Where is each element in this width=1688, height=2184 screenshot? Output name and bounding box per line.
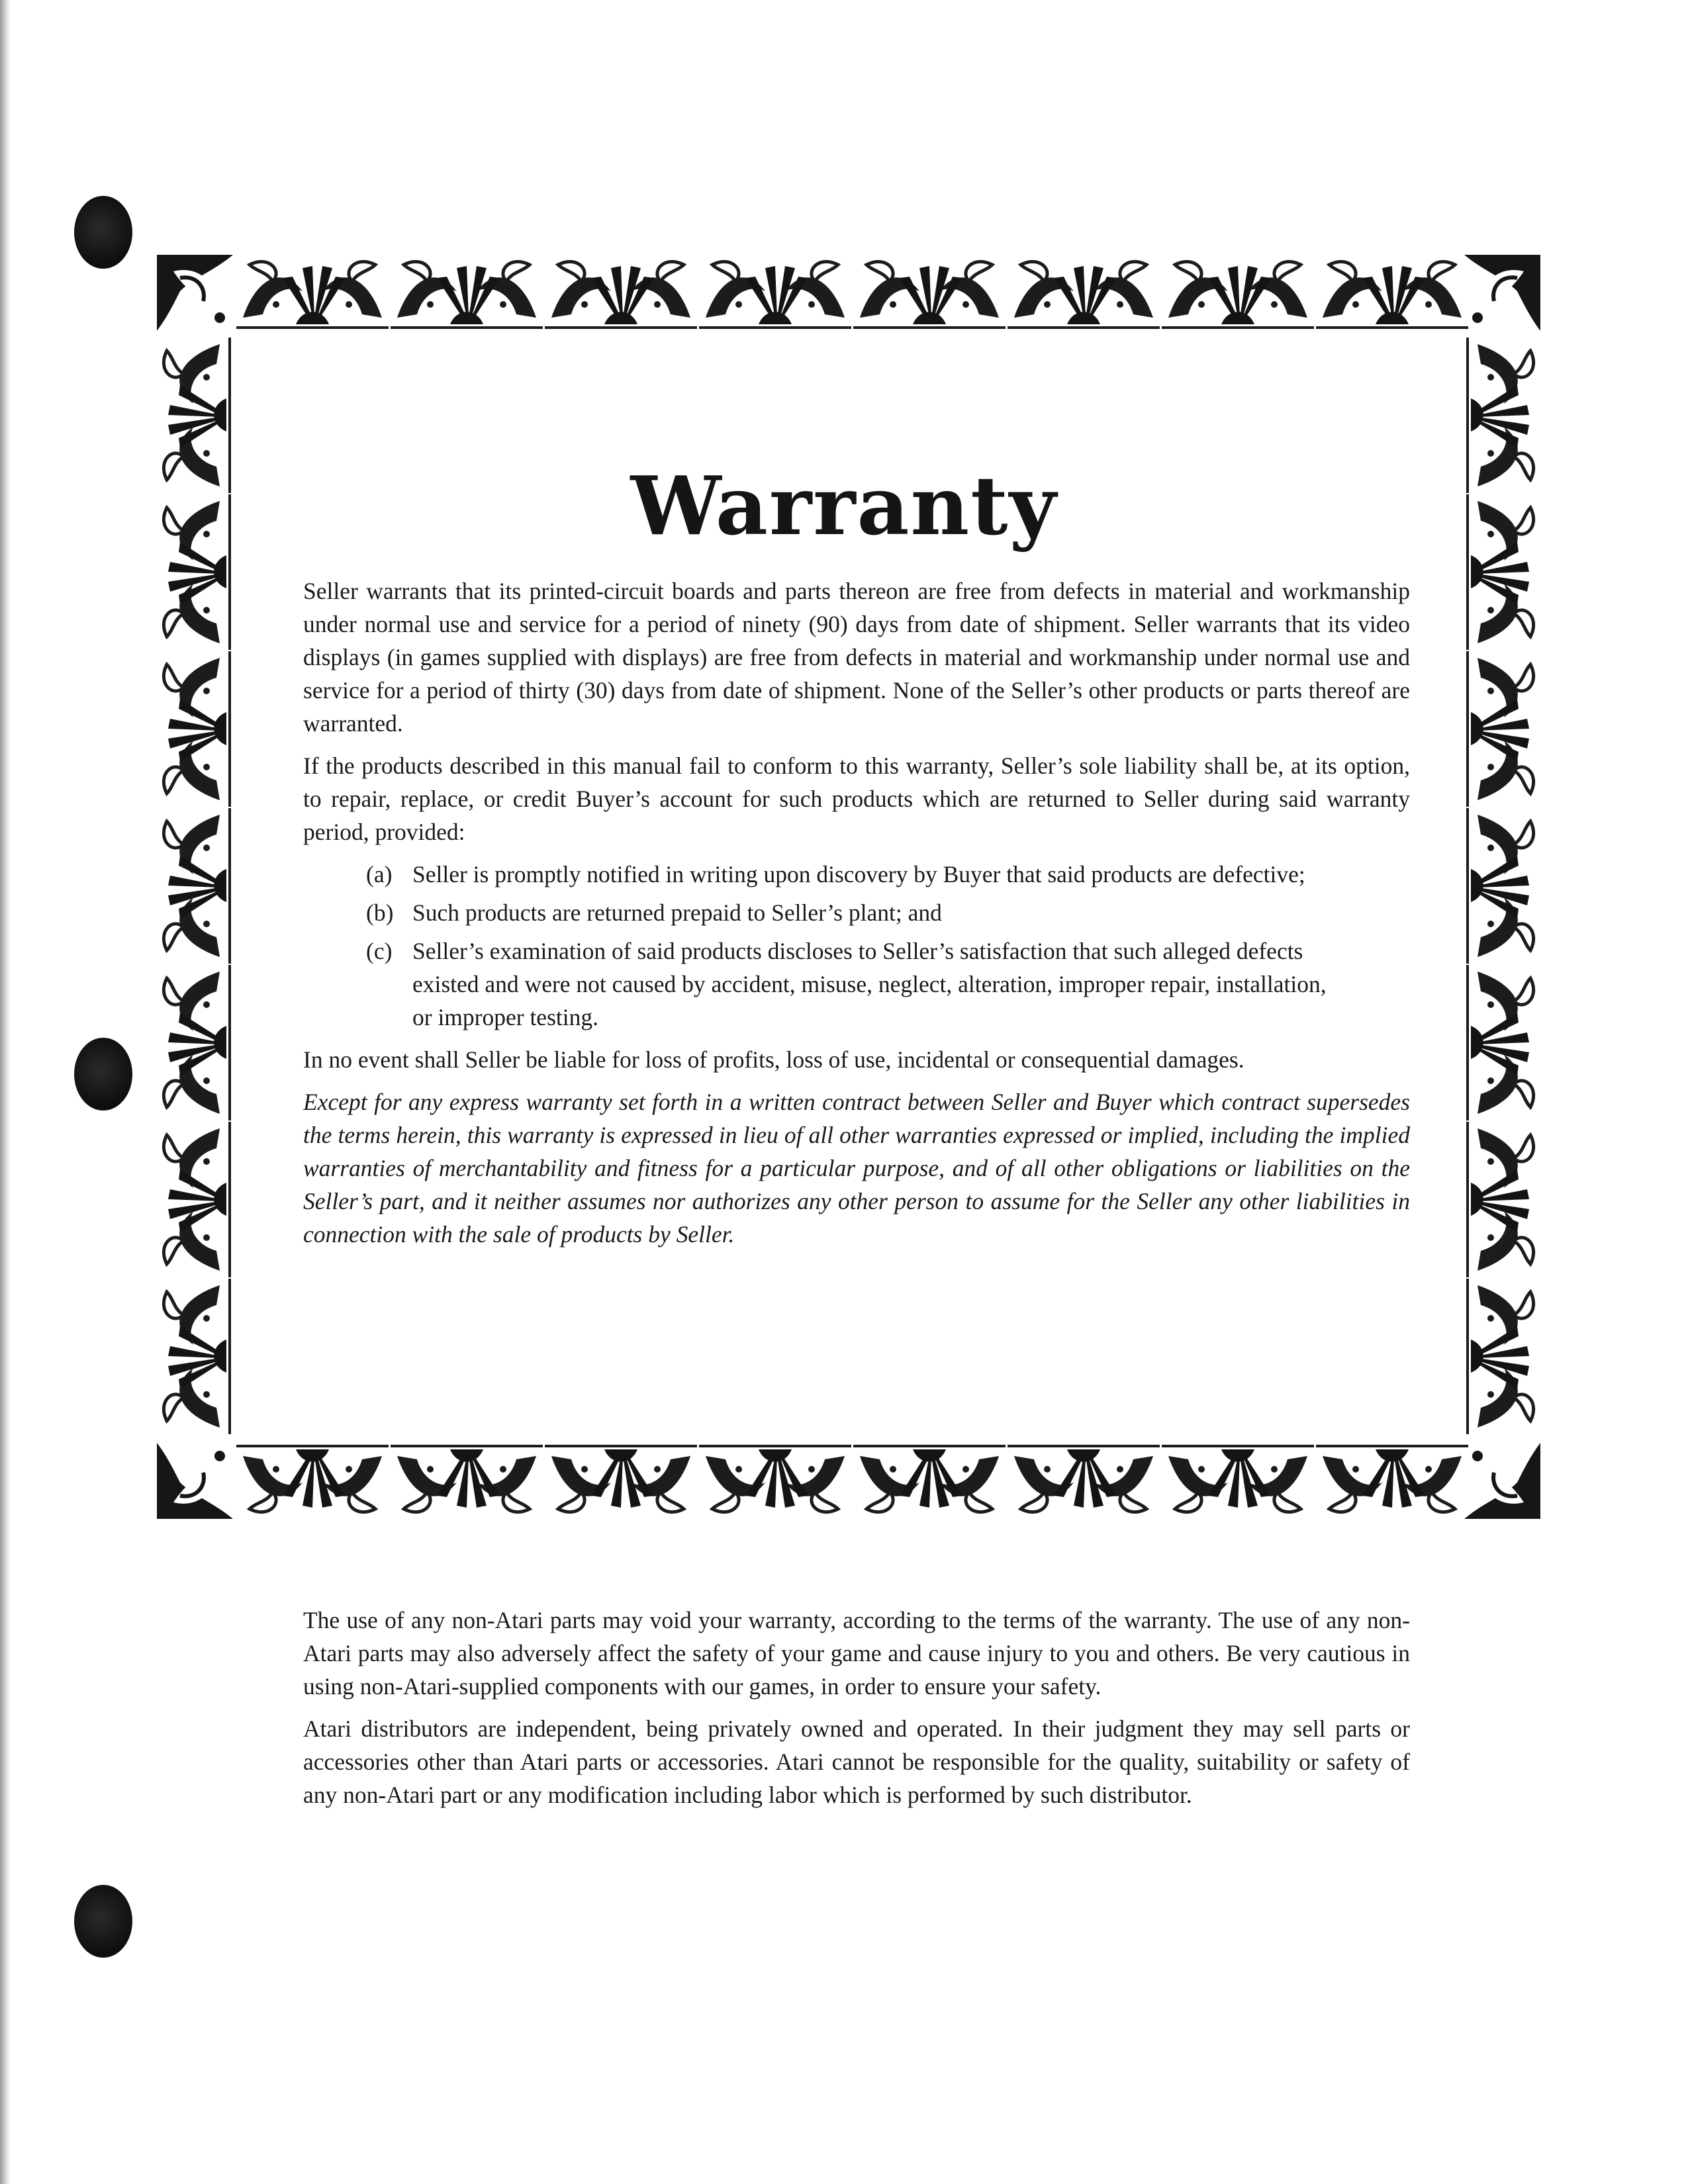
punch-hole-bottom: [74, 1885, 132, 1958]
punch-hole-top: [74, 196, 132, 269]
non-atari-parts-notice: [303, 1604, 1410, 1821]
liability-paragraph: In no event shall Seller be liable for loss of profits, loss of use, incidental or consequential damages.: [303, 1046, 1244, 1073]
page-title: Warranty: [630, 457, 1058, 553]
condition-item-b: [303, 896, 1346, 929]
condition-text: Such products are returned prepaid to Seller’s plant; and: [412, 899, 942, 926]
condition-letter: (c): [366, 938, 393, 964]
warranty-terms: [303, 574, 1410, 1260]
condition-letter: (b): [366, 899, 394, 926]
conditions-list: [303, 858, 1410, 1034]
notice-paragraph-distributors: Atari distributors are independent, being privately owned and operated. In their judgment they may sell parts or accessories other than Atari parts or accessories. Atari cannot be responsible for the quality, suitability or safety of any non-Atari part or any modification including labor which is performed by such distributor.: [303, 1715, 1410, 1808]
punch-hole-middle: [74, 1038, 132, 1111]
condition-letter: (a): [366, 861, 393, 887]
condition-item-a: [303, 858, 1346, 891]
condition-text: Seller’s examination of said products discloses to Seller’s satisfaction that such alleged defects existed and were not caused by accident, misuse, neglect, alteration, improper repair, installation, or improper testing.: [412, 938, 1327, 1030]
disclaimer-paragraph: Except for any express warranty set forth in a written contract between Seller and Buyer which contract supersedes the terms herein, this warranty is expressed in lieu of all other warranties expressed or implied, including the implied warranties of merchantability and fitness for a particular purpose, and of all other obligations or liabilities on the Seller’s part, and it neither assumes nor authorizes any other person to assume for the Seller any other liabilities in connection with the sale of products by Seller.: [303, 1089, 1410, 1248]
page-edge-shadow: [0, 0, 11, 2184]
warranty-paragraph-coverage: Seller warrants that its printed-circuit boards and parts thereon are free from defects in material and workmanship under normal use and service for a period of ninety (90) days from date of shipment. Seller warrants that its video displays (in games supplied with displays) are free from defects in material and workmanship under normal use and service for a period of thirty (30) days from date of shipment. None of the Seller’s other products or parts thereof are warranted.: [303, 578, 1410, 737]
notice-paragraph-parts: The use of any non-Atari parts may void your warranty, according to the terms of the warranty. The use of any non-Atari parts may also adversely affect the safety of your game and cause injury to you and others. Be very cautious in using non-Atari-supplied components with our games, in order to ensure your safety.: [303, 1607, 1410, 1700]
warranty-paragraph-remedy: If the products described in this manual fail to conform to this warranty, Seller’s sole liability shall be, at its option, to repair, replace, or credit Buyer’s account for such products which are returned to Seller during said warranty period, provided:: [303, 752, 1410, 845]
condition-text: Seller is promptly notified in writing upon discovery by Buyer that said products are defective;: [412, 861, 1305, 887]
condition-item-c: [303, 934, 1346, 1034]
